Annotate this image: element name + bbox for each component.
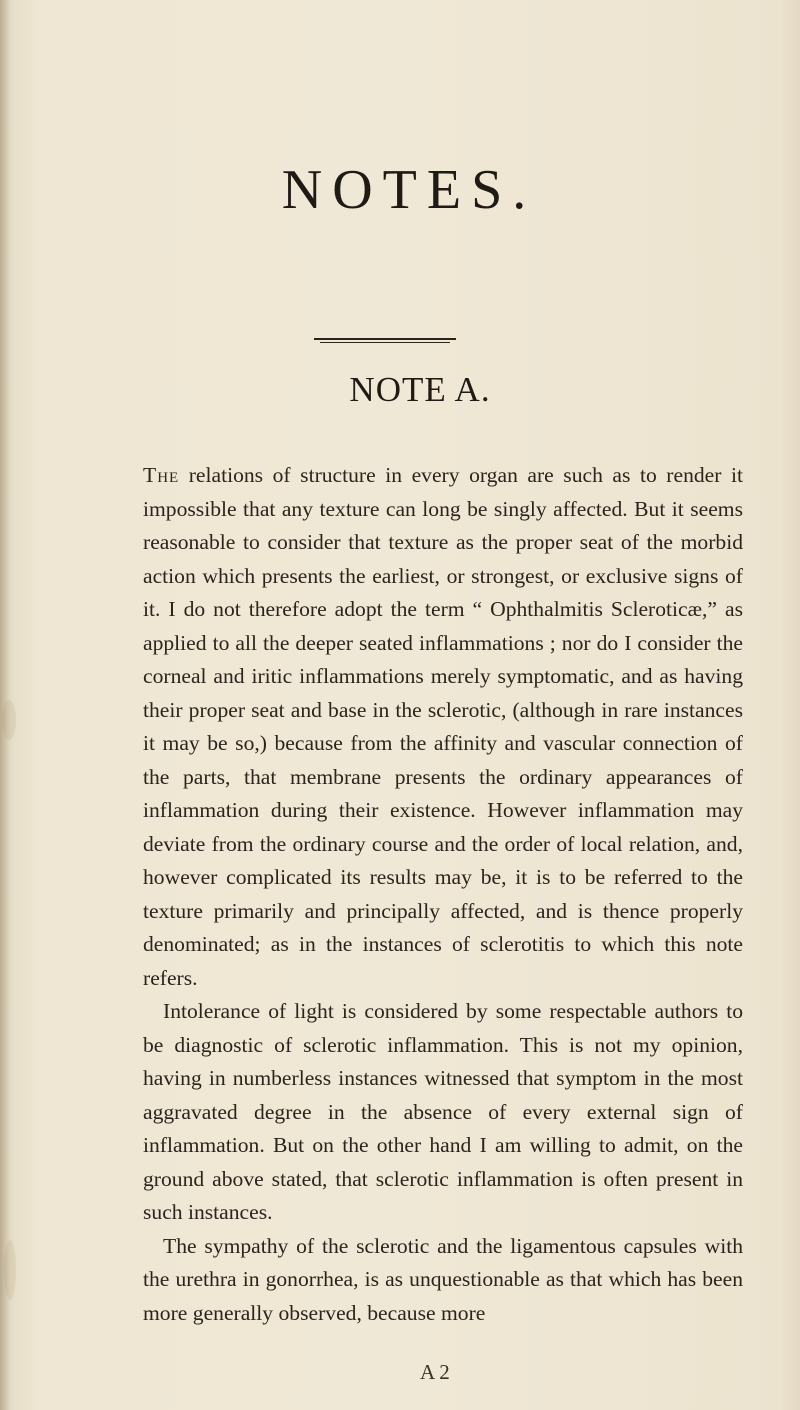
signature-mark: A 2 [420, 1360, 450, 1384]
body-text [143, 459, 743, 1330]
page-title: NOTES. [281, 159, 537, 221]
paper-stain [4, 1240, 16, 1300]
paragraph: Intolerance of light is considered by some respectable authors to be diagnostic of sclerotic inflammation. This is not my opinion, having in numberless instances witnessed that symptom in the most aggravated degree in the absence of every external sign of inflammation. But on the other hand I am willing to admit, on the ground above stated, that sclerotic inflammation is often present in such instances. [143, 999, 743, 1224]
paragraph: The sympathy of the sclerotic and the ligamentous capsules with the urethra in gonorrhea, is as unquestionable as that which has been more generally observed, because more [143, 1233, 743, 1325]
section-heading: NOTE A. [349, 370, 491, 409]
paper-stain [2, 700, 16, 740]
paragraph-text: relations of structure in every organ are such as to render it impossible that any texture can long be singly affected. But it seems reasonable to consider that texture as the proper seat of the morbid action which presents the earliest, or strongest, or exclusive signs of it. I do not therefore adopt the term “ Ophthalmitis Scleroticæ,” as applied to all the deeper seated inflammations ; nor do I consider the corneal and iritic inflammations merely symptomatic, and as having their proper seat and base in the sclerotic, (although in rare instances it may be so,) because from the affinity and vascular connection of the parts, that membrane presents the ordinary appearances of inflammation during their existence. However inflammation may deviate from the ordinary course and the order of local relation, and, however complicated its results may be, it is to be referred to the texture primarily and principally affected, and is thence properly denominated; as in the instances of sclerotitis to which this note refers. [143, 463, 743, 990]
paragraph-lead-word: The [143, 463, 180, 487]
rule-thick-line [314, 338, 456, 340]
paragraph [143, 459, 743, 995]
decorative-rule [314, 338, 456, 342]
rule-thin-line [320, 342, 450, 343]
